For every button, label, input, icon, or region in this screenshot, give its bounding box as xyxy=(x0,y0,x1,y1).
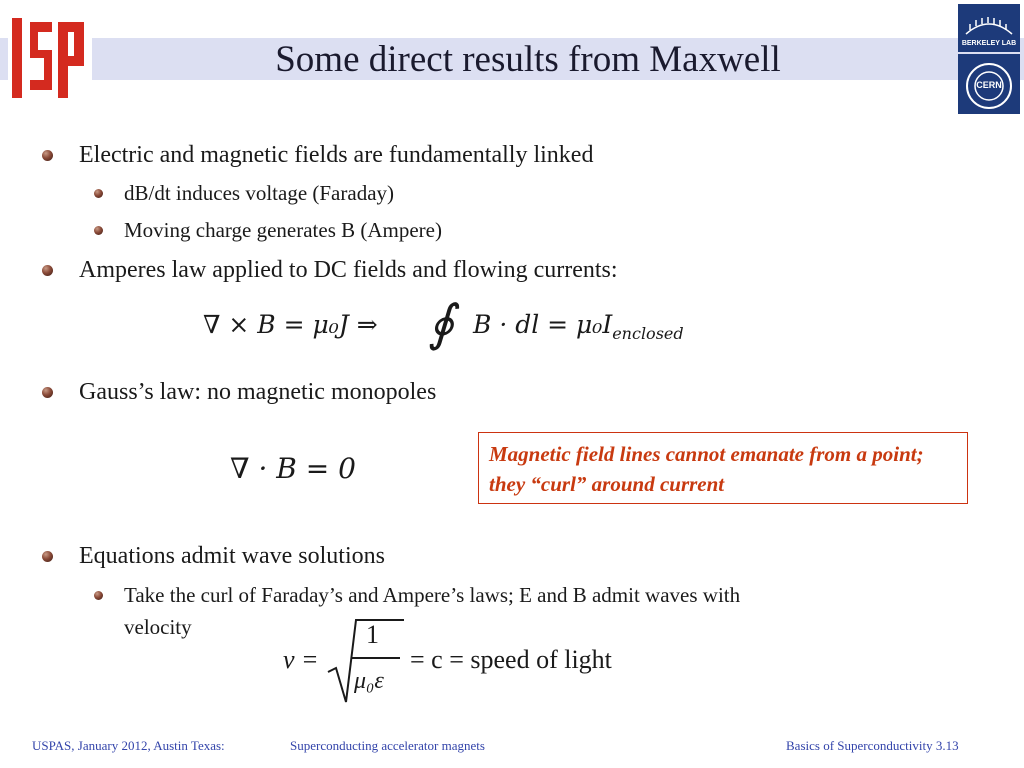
sub-bullet-curl xyxy=(124,583,740,608)
footer-right: Basics of Superconductivity 3.13 xyxy=(786,738,959,753)
bullet-icon xyxy=(42,265,53,276)
wave-denominator: μ₀ε xyxy=(354,668,384,694)
ampere-equation-rhs: B · dl = $\mu_0I_{enclosed}$ xyxy=(473,310,684,343)
berkeley-cern-logo xyxy=(958,4,1020,114)
slide-title: Some direct results from Maxwell xyxy=(275,39,781,80)
bullet-fields-linked xyxy=(79,142,593,169)
bullet-icon xyxy=(94,226,103,235)
bullet-text: Moving charge generates B (Ampere) xyxy=(124,218,442,242)
cern-label: CERN xyxy=(976,80,1002,90)
bullet-icon xyxy=(94,591,103,600)
bullet-text: dB/dt induces voltage (Faraday) xyxy=(124,181,395,205)
wave-rhs: = c = speed of light xyxy=(410,645,612,674)
sub-bullet-velocity xyxy=(124,615,192,640)
berkeley-lab-label: BERKELEY LAB xyxy=(961,40,1017,47)
bullet-amperes-law xyxy=(79,257,618,284)
footer-left: USPAS, January 2012, Austin Texas: xyxy=(32,738,225,753)
bullet-text: Gauss’s law: no magnetic monopoles xyxy=(79,379,437,405)
bullet-text: Amperes law applied to DC fields and flowing currents: xyxy=(79,257,618,283)
bullet-wave-solutions xyxy=(79,543,385,570)
bullet-text: Take the curl of Faraday’s and Ampere’s laws; E and B admit waves with xyxy=(124,583,741,607)
bullet-icon xyxy=(94,189,103,198)
sub-bullet-ampere xyxy=(124,218,442,243)
bullet-text: velocity xyxy=(124,615,192,639)
bullet-gauss xyxy=(79,379,436,406)
bullet-icon xyxy=(42,387,53,398)
note-box: Magnetic field lines cannot emanate from a point; they “curl” around current xyxy=(478,432,968,504)
bullet-icon xyxy=(42,551,53,562)
gauss-equation: ∇ · B = 0 xyxy=(230,452,356,485)
bullet-text: Electric and magnetic fields are fundamentally linked xyxy=(79,142,594,168)
contour-integral-icon: ∮ xyxy=(428,294,455,352)
bullet-text: Equations admit wave solutions xyxy=(79,543,385,569)
sub-bullet-faraday xyxy=(124,181,394,206)
partner-logos xyxy=(958,4,1020,114)
bullet-icon xyxy=(42,150,53,161)
wave-v-label: v = xyxy=(283,645,319,674)
footer-middle: Superconducting accelerator magnets xyxy=(290,738,485,753)
wave-numerator: 1 xyxy=(366,620,379,649)
uspas-logo xyxy=(8,12,92,108)
fraction-line xyxy=(352,657,400,659)
ampere-equation-lhs: ∇ × B = μ₀J ⇒ xyxy=(203,310,378,339)
